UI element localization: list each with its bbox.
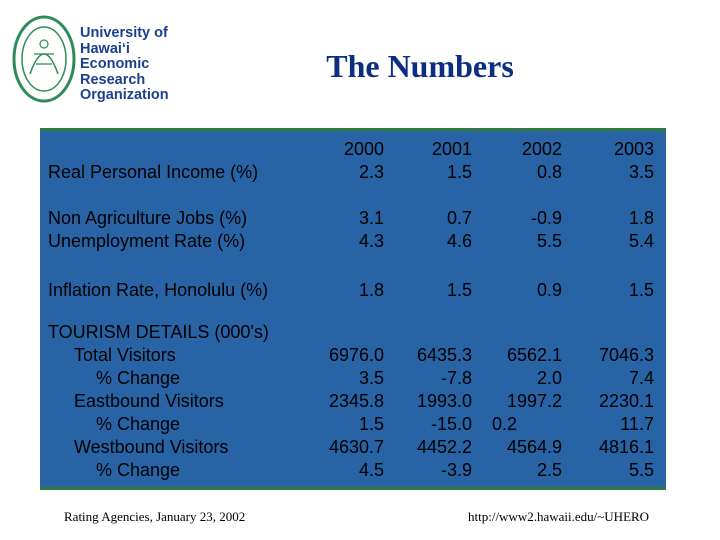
year-header: 2003 — [613, 139, 654, 159]
year-header-row — [40, 138, 666, 161]
logo-line: University of — [80, 25, 168, 41]
row-label: Real Personal Income (%) — [48, 162, 259, 182]
table-row — [40, 413, 666, 436]
table-cell: 3.1 — [358, 208, 384, 228]
table-cell: 7046.3 — [598, 345, 654, 365]
table-cell: 6562.1 — [506, 345, 562, 365]
row-label: Inflation Rate, Honolulu (%) — [48, 280, 269, 300]
table-cell: 4.3 — [358, 231, 384, 251]
table-cell: 5.4 — [628, 231, 654, 251]
table-cell: 2.0 — [536, 368, 562, 388]
table-row — [40, 207, 666, 230]
table-cell: 1997.2 — [506, 391, 562, 411]
table-cell: 1.5 — [358, 414, 384, 434]
table-cell: -15.0 — [430, 414, 472, 434]
table-cell: 2.3 — [358, 162, 384, 182]
table-cell: 1.8 — [628, 208, 654, 228]
table-cell: 2345.8 — [328, 391, 384, 411]
logo-line: Organization — [80, 87, 169, 103]
table-cell: 4452.2 — [416, 437, 472, 457]
table-cell: 7.4 — [628, 368, 654, 388]
row-label: Eastbound Visitors — [74, 391, 224, 411]
table-cell: 6976.0 — [328, 345, 384, 365]
table-row — [40, 390, 666, 413]
table-cell: 4630.7 — [328, 437, 384, 457]
table-cell: -7.8 — [440, 368, 472, 388]
logo-line: Hawai‘i — [80, 40, 130, 57]
table-cell: 5.5 — [536, 231, 562, 251]
slide-title: The Numbers — [326, 48, 514, 84]
table-cell: 3.5 — [358, 368, 384, 388]
table-cell: 1.8 — [358, 280, 384, 300]
table-cell: -3.9 — [440, 460, 472, 480]
table-cell: 5.5 — [628, 460, 654, 480]
row-label: Unemployment Rate (%) — [48, 231, 246, 251]
table-cell: 11.7 — [620, 414, 654, 434]
table-cell: 0.2 — [492, 414, 518, 434]
table-cell: 4816.1 — [598, 437, 654, 457]
university-seal-icon — [12, 14, 76, 104]
row-label: Non Agriculture Jobs (%) — [48, 208, 248, 228]
table-cell: 4.6 — [446, 231, 472, 251]
table-cell: 1993.0 — [416, 391, 472, 411]
row-label: % Change — [96, 368, 181, 388]
logo-line: Research — [80, 71, 146, 88]
logo-line: Economic — [80, 56, 150, 72]
table-cell: 1.5 — [628, 280, 654, 300]
table-cell: 1.5 — [446, 280, 472, 300]
logo-text — [80, 26, 169, 104]
section-heading: TOURISM DETAILS (000's) — [48, 322, 269, 342]
table-cell: 0.7 — [446, 208, 472, 228]
table-row — [40, 436, 666, 459]
table-cell: 0.8 — [536, 162, 562, 182]
table-cell: 1.5 — [446, 162, 472, 182]
year-header: 2000 — [343, 139, 384, 159]
table-cell: 3.5 — [628, 162, 654, 182]
section-heading-row — [40, 321, 666, 344]
table-row — [40, 161, 666, 184]
table-cell: -0.9 — [530, 208, 562, 228]
table-row — [40, 367, 666, 390]
year-header: 2002 — [521, 139, 562, 159]
footer-url: http://www2.hawaii.edu/~UHERO — [468, 509, 650, 524]
table-cell: 2230.1 — [598, 391, 654, 411]
table-cell: 4564.9 — [506, 437, 562, 457]
uhero-logo — [8, 10, 173, 106]
table-row — [40, 230, 666, 253]
table-row — [40, 344, 666, 367]
table-cell: 2.5 — [536, 460, 562, 480]
row-label: Total Visitors — [74, 345, 176, 365]
table-cell: 4.5 — [358, 460, 384, 480]
row-label: Westbound Visitors — [74, 437, 229, 457]
footer-caption: Rating Agencies, January 23, 2002 — [64, 509, 246, 524]
table-row — [40, 459, 666, 482]
year-header: 2001 — [431, 139, 472, 159]
table-cell: 0.9 — [536, 280, 562, 300]
numbers-table — [40, 128, 666, 490]
row-label: % Change — [96, 460, 181, 480]
row-label: % Change — [96, 414, 181, 434]
table-row — [40, 279, 666, 302]
table-cell: 6435.3 — [416, 345, 472, 365]
